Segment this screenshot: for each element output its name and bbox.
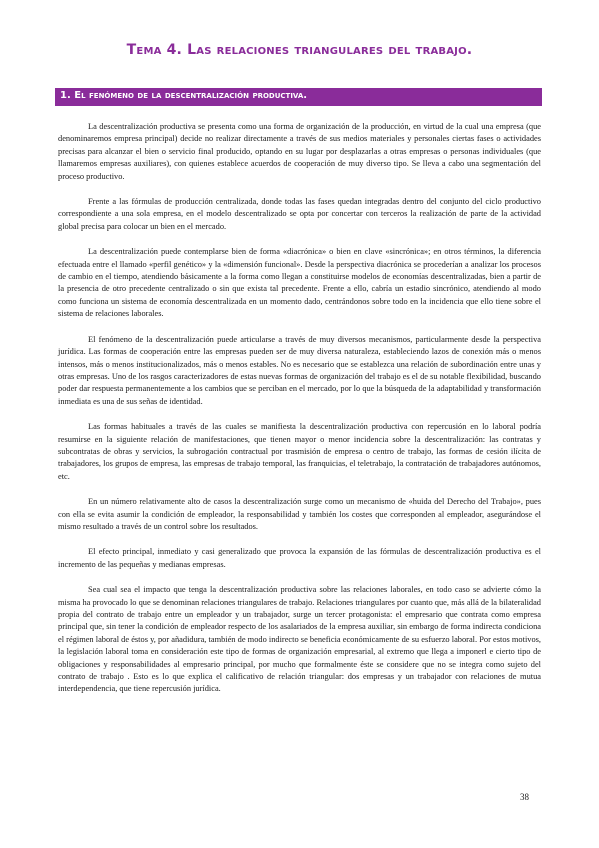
paragraph: La descentralización productiva se presenta como una forma de organización de la producción, en virtud de la cual una empresa (que denominaremos empresa principal) decide no realizar directamente a través de sus medios materiales y personales ciertas fases o actividades precisas para alcanzar el bien o servicio final producido, optando en su lugar por desplazarlas a otras empresas o personas individuales (que llamaremos empresas auxiliares), con quienes establece acuerdos de cooperación de muy diverso tipo. Se lleva a cabo una segmentación del proceso productivo. <box>58 122 541 181</box>
section-heading: 1. El fenómeno de la descentralización productiva. <box>60 90 308 101</box>
section-heading-bar <box>55 88 542 106</box>
paragraph: La descentralización puede contemplarse bien de forma «diacrónica» o bien en clave «sincrónica»; en otros términos, la diferencia efectuada entre el llamado «perfil genético» y la «dimensión funcional». Desde la perspectiva diacrónica se procederían a analizar los procesos de cambio en el tiempo, atendiendo básicamente a la forma como llegan a constituirse modelos de economías descentralizadas, bien a partir de la presencia de otro precedente centralizado o sin que exista tal precedente. Frente a ello, cabría un estadio sincrónico, atendiendo al modo como funciona un sistema de economía descentralizada en un momento dado, centrándonos sobre todo en la incidencia que ello tiene sobre el sistema de relaciones laborales. <box>58 247 541 319</box>
paragraph: En un número relativamente alto de casos la descentralización surge como un mecanismo de «huida del Derecho del Trabajo», pues con ella se evita asumir la condición de empleador, la responsabilidad y también los costes que corresponden al empleador, asegurándose el mismo resultado a través de un control sobre los resultados. <box>58 497 541 531</box>
paragraph: Sea cual sea el impacto que tenga la descentralización productiva sobre las relaciones laborales, en todo caso se advierte cómo la misma ha provocado lo que se denominan relaciones triangulares de trabajo. Relaciones triangulares por cuanto que, más allá de la bilateralidad propia del contrato de trabajo entre un empleador y un trabajador, surge un tercer protagonista: el empresario que contrata como empresa principal que, sin tener la condición de empleador respecto de los asalariados de la empresa auxiliar, sin embargo de forma indirecta condiciona el régimen laboral de éstos y, por añadidura, también de modo indirecto se beneficia económicamente de su esfuerzo laboral. Por estos motivos, la legislación laboral toma en consideración este tipo de formas de organización empresarial, al extremo que llega a imponerl e cierto tipo de obligaciones y responsabilidades al empresario principal, por mucho que formalmente éste se considere que no se integra como sujeto del contrato de trabajo . Esto es lo que explica el calificativo de relación triangular: dos empresas y un trabajador con relaciones de mutua interdependencia, que tiene repercusión jurídica. <box>58 585 541 694</box>
page-title: Tema 4. Las relaciones triangulares del trabajo. <box>126 42 473 58</box>
paragraph: El fenómeno de la descentralización puede articularse a través de muy diversos mecanismos, particularmente desde la perspectiva jurídica. Las formas de cooperación entre las empresas pueden ser de muy diversa naturaleza, estableciendo lazos de conexión más o menos intensos, más o menos institucionalizados, más o menos estables. No es necesario que se establezca una relación de subordinación entre unas y otras empresas. Uno de los rasgos caracterizadores de estas nuevas formas de organización del trabajo es el de su notable flexibilidad, buscando poder dar respuesta permanentemente a los cambios que se perciban en el mercado, por lo que la búsqueda de la adaptabilidad y transformación inmediata es una de sus señas de identidad. <box>58 334 541 406</box>
paragraph: Frente a las fórmulas de producción centralizada, donde todas las fases quedan integradas dentro del conjunto del ciclo productivo correspondiente a una sola empresa, en el modelo descentralizado se opta por concertar con terceros la realización de parte de la actividad global precisa para colocar un bien en el mercado. <box>58 197 541 231</box>
paragraph: El efecto principal, inmediato y casi generalizado que provoca la expansión de las fórmulas de descentralización productiva es el incremento de las pequeñas y medianas empresas. <box>58 547 541 569</box>
paragraph: Las formas habituales a través de las cuales se manifiesta la descentralización productiva con repercusión en lo laboral podría resumirse en la siguiente relación de manifestaciones, que tienen mayor o menor incidencia sobre la descentralización: las contratas y subcontratas de obras y servicios, la subrogación contractual por trasmisión de empresa o centro de trabajo, las formas de cesión ilícita de trabajadores, los grupos de empresa, las empresas de trabajo temporal, las franquicias, el teletrabajo, la contratación de trabajadores autónomos, etc. <box>58 422 541 481</box>
body-text <box>58 121 541 709</box>
page-number: 38 <box>520 792 529 802</box>
